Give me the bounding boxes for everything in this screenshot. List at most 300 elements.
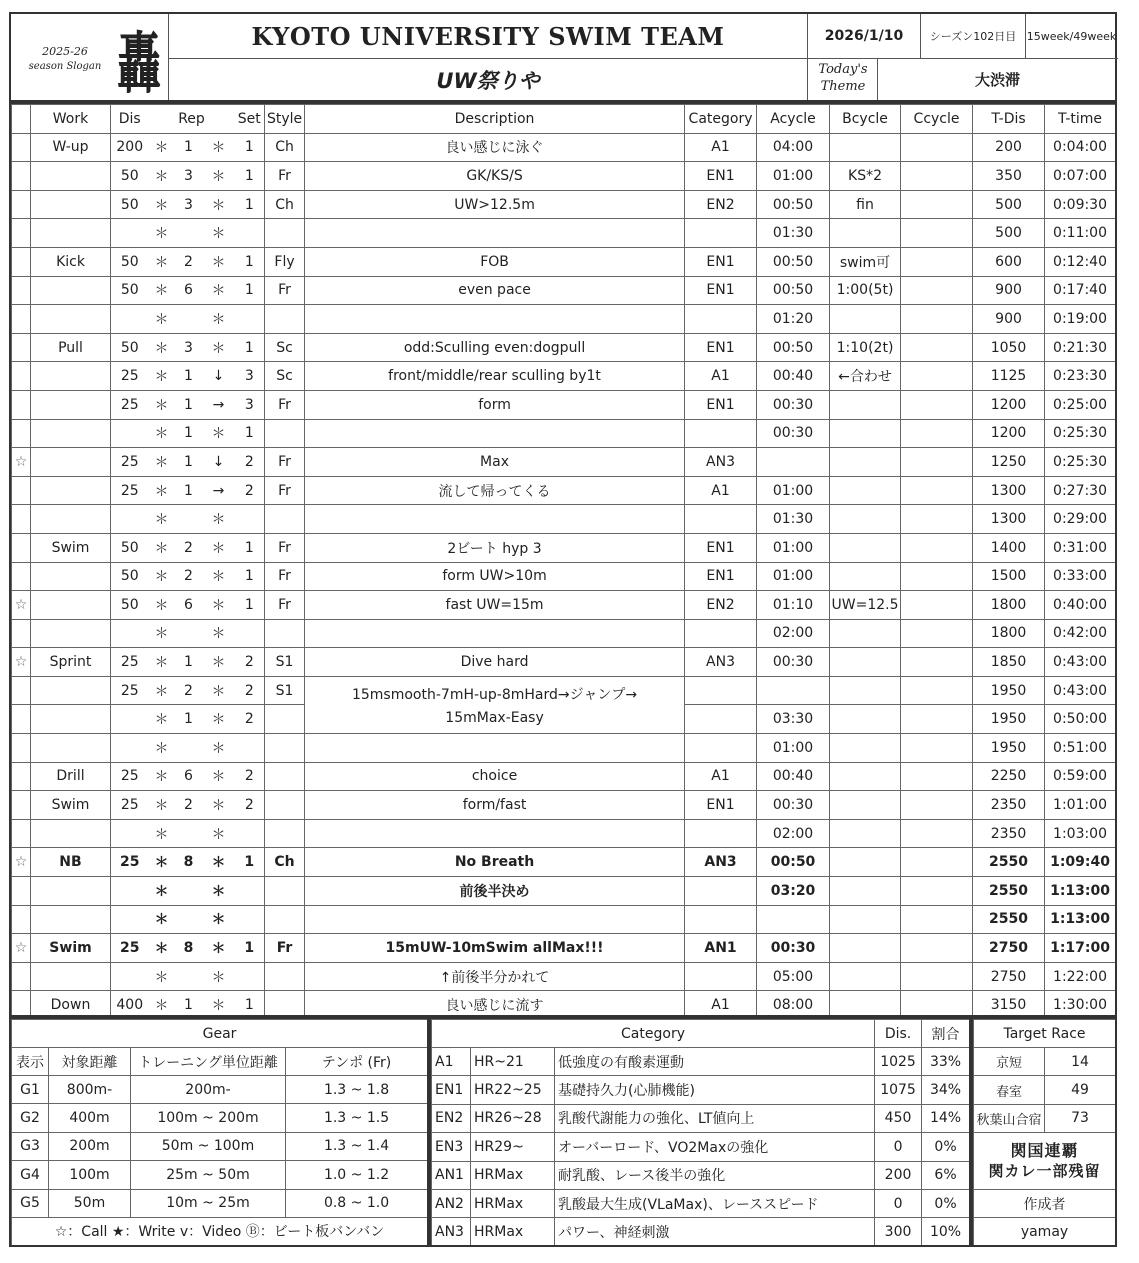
stroke-style <box>265 962 305 991</box>
category-code <box>685 734 757 763</box>
gear-cell: 0.8 ~ 1.0 <box>286 1189 428 1217</box>
total-distance: 500 <box>973 219 1045 248</box>
operator: ＊ <box>203 848 235 877</box>
menu-row <box>12 162 1116 191</box>
star-mark <box>12 505 31 534</box>
menu-row <box>12 333 1116 362</box>
stroke-style <box>265 505 305 534</box>
operator: ＊ <box>203 133 235 162</box>
dis-value: 400 <box>111 991 149 1017</box>
category-cell: 200 <box>875 1161 922 1189</box>
rep-value: 2 <box>175 676 203 705</box>
set-value: 1 <box>235 419 265 448</box>
set-value: 1 <box>235 190 265 219</box>
category-cell: 1025 <box>875 1048 922 1076</box>
gear-row <box>12 1132 428 1160</box>
category-cell: HRMax <box>471 1218 555 1246</box>
category-cell: オーバーロード、VO2Maxの強化 <box>555 1133 875 1161</box>
operator: → <box>203 476 235 505</box>
operator: ＊ <box>149 505 175 534</box>
category-cell: 10% <box>922 1218 970 1246</box>
star-mark <box>12 905 31 934</box>
acycle <box>757 448 830 477</box>
ccycle <box>901 419 973 448</box>
work-label <box>31 905 111 934</box>
operator: ＊ <box>149 276 175 305</box>
stroke-style <box>265 762 305 791</box>
set-value: 2 <box>235 762 265 791</box>
gear-cell: G3 <box>12 1132 49 1160</box>
category-cell: EN3 <box>432 1133 471 1161</box>
set-value: 2 <box>235 705 265 734</box>
work-label <box>31 591 111 620</box>
stroke-style: Fly <box>265 247 305 276</box>
gear-cell: 25m ~ 50m <box>131 1161 286 1189</box>
dis-value <box>111 734 149 763</box>
stroke-style: S1 <box>265 676 305 705</box>
dis-value <box>111 619 149 648</box>
category-code <box>685 419 757 448</box>
star-mark <box>12 791 31 820</box>
col-rep: Rep <box>149 105 235 134</box>
category-code: AN3 <box>685 448 757 477</box>
category-code: EN1 <box>685 162 757 191</box>
dis-value: 50 <box>111 533 149 562</box>
dis-value <box>111 905 149 934</box>
category-code <box>685 305 757 334</box>
target-race-title: Target Race <box>974 1020 1116 1048</box>
rep-value: 2 <box>175 791 203 820</box>
acycle: 01:00 <box>757 476 830 505</box>
operator: ＊ <box>203 791 235 820</box>
menu-row <box>12 819 1116 848</box>
description <box>305 905 685 934</box>
operator: ＊ <box>149 533 175 562</box>
category-code: EN1 <box>685 791 757 820</box>
total-distance: 1300 <box>973 476 1045 505</box>
gear-cell: 1.0 ~ 1.2 <box>286 1161 428 1189</box>
operator: ＊ <box>203 962 235 991</box>
operator: ＊ <box>149 591 175 620</box>
rep-value: 1 <box>175 419 203 448</box>
dis-value <box>111 219 149 248</box>
operator: ＊ <box>203 676 235 705</box>
description: ↑前後半分かれて <box>305 962 685 991</box>
star-mark <box>12 362 31 391</box>
operator: ＊ <box>203 505 235 534</box>
work-label: Swim <box>31 791 111 820</box>
set-value: 2 <box>235 676 265 705</box>
description: even pace <box>305 276 685 305</box>
menu-row <box>12 648 1116 677</box>
operator: ＊ <box>149 762 175 791</box>
work-label <box>31 390 111 419</box>
category-row <box>432 1076 970 1104</box>
category-cell: 0 <box>875 1133 922 1161</box>
stroke-style <box>265 219 305 248</box>
description: 流して帰ってくる <box>305 476 685 505</box>
menu-row <box>12 877 1116 906</box>
acycle: 00:30 <box>757 934 830 963</box>
description <box>305 505 685 534</box>
rep-value <box>175 877 203 906</box>
bcycle <box>830 648 901 677</box>
bcycle <box>830 877 901 906</box>
ccycle <box>901 247 973 276</box>
category-code <box>685 619 757 648</box>
description <box>305 419 685 448</box>
acycle: 01:00 <box>757 533 830 562</box>
total-time: 0:40:00 <box>1045 591 1116 620</box>
bcycle <box>830 991 901 1017</box>
operator: ＊ <box>203 276 235 305</box>
acycle: 00:30 <box>757 791 830 820</box>
star-mark <box>12 962 31 991</box>
gear-section <box>9 1017 429 1247</box>
category-cell: 乳酸最大生成(VLaMax)、レーススピード <box>555 1189 875 1217</box>
set-value <box>235 819 265 848</box>
star-mark <box>12 991 31 1017</box>
ccycle <box>901 619 973 648</box>
bcycle <box>830 505 901 534</box>
category-code: A1 <box>685 362 757 391</box>
menu-row <box>12 190 1116 219</box>
description: GK/KS/S <box>305 162 685 191</box>
category-code <box>685 505 757 534</box>
menu-row <box>12 734 1116 763</box>
date: 2026/1/10 <box>824 28 904 44</box>
ccycle <box>901 819 973 848</box>
description: Max <box>305 448 685 477</box>
bcycle <box>830 676 901 705</box>
dis-value: 50 <box>111 190 149 219</box>
race-days: 49 <box>1045 1076 1116 1104</box>
category-cell: 1075 <box>875 1076 922 1104</box>
operator: ＊ <box>149 791 175 820</box>
stroke-style: Sc <box>265 362 305 391</box>
operator: → <box>203 390 235 419</box>
ccycle <box>901 190 973 219</box>
dis-value <box>111 505 149 534</box>
set-value <box>235 734 265 763</box>
dis-value <box>111 877 149 906</box>
target-race-row <box>974 1048 1116 1076</box>
dis-value: 25 <box>111 676 149 705</box>
stroke-style: Fr <box>265 533 305 562</box>
bcycle: ←合わせ <box>830 362 901 391</box>
bcycle: 1:00(5t) <box>830 276 901 305</box>
bcycle <box>830 533 901 562</box>
description: Dive hard <box>305 648 685 677</box>
gear-row <box>12 1076 428 1104</box>
dis-value: 25 <box>111 390 149 419</box>
star-mark <box>12 390 31 419</box>
dis-value: 25 <box>111 476 149 505</box>
total-distance: 1400 <box>973 533 1045 562</box>
menu-row <box>12 791 1116 820</box>
rep-value: 3 <box>175 333 203 362</box>
operator: ＊ <box>203 762 235 791</box>
rep-value: 8 <box>175 934 203 963</box>
category-cell: 450 <box>875 1104 922 1132</box>
category-section <box>429 1017 971 1247</box>
operator: ＊ <box>203 934 235 963</box>
gear-title: Gear <box>12 1020 428 1048</box>
rep-value: 1 <box>175 705 203 734</box>
description: fast UW=15m <box>305 591 685 620</box>
target-race-table <box>973 1019 1116 1246</box>
acycle: 00:30 <box>757 419 830 448</box>
total-time: 0:04:00 <box>1045 133 1116 162</box>
operator: ＊ <box>203 591 235 620</box>
acycle: 01:20 <box>757 305 830 334</box>
total-time: 1:17:00 <box>1045 934 1116 963</box>
operator: ＊ <box>203 819 235 848</box>
total-distance: 1800 <box>973 591 1045 620</box>
ccycle <box>901 305 973 334</box>
rep-value: 2 <box>175 533 203 562</box>
acycle: 01:30 <box>757 505 830 534</box>
total-time: 0:25:30 <box>1045 448 1116 477</box>
bcycle <box>830 705 901 734</box>
race-days: 14 <box>1045 1048 1116 1076</box>
star-mark: ☆ <box>12 848 31 877</box>
operator: ＊ <box>149 247 175 276</box>
set-value <box>235 877 265 906</box>
operator: ↓ <box>203 448 235 477</box>
bcycle <box>830 133 901 162</box>
work-label: Drill <box>31 762 111 791</box>
gear-cell: 50m <box>49 1189 131 1217</box>
slogan-block <box>11 14 117 100</box>
star-mark <box>12 877 31 906</box>
category-cell: HRMax <box>471 1161 555 1189</box>
acycle: 00:30 <box>757 390 830 419</box>
category-code <box>685 905 757 934</box>
operator: ＊ <box>149 476 175 505</box>
set-value: 3 <box>235 390 265 419</box>
today-theme: UW祭りや <box>436 68 540 93</box>
menu-row <box>12 219 1116 248</box>
set-value: 1 <box>235 848 265 877</box>
dis-value: 50 <box>111 333 149 362</box>
operator: ＊ <box>149 419 175 448</box>
work-label <box>31 676 111 705</box>
stroke-style: Ch <box>265 190 305 219</box>
set-value <box>235 619 265 648</box>
menu-row <box>12 591 1116 620</box>
gear-cell: 50m ~ 100m <box>131 1132 286 1160</box>
category-code: A1 <box>685 991 757 1017</box>
bcycle <box>830 419 901 448</box>
set-value: 3 <box>235 362 265 391</box>
description: front/middle/rear sculling by1t <box>305 362 685 391</box>
total-distance: 500 <box>973 190 1045 219</box>
ccycle <box>901 676 973 705</box>
work-label: Down <box>31 991 111 1017</box>
status-text: 大渋滞 <box>974 71 1020 89</box>
total-time: 0:42:00 <box>1045 619 1116 648</box>
work-label <box>31 305 111 334</box>
rep-value <box>175 505 203 534</box>
star-mark <box>12 734 31 763</box>
operator: ＊ <box>203 162 235 191</box>
work-label <box>31 448 111 477</box>
work-label: Sprint <box>31 648 111 677</box>
category-cell: パワー、神経刺激 <box>555 1218 875 1246</box>
total-distance: 600 <box>973 247 1045 276</box>
gear-cell: G5 <box>12 1189 49 1217</box>
star-mark <box>12 762 31 791</box>
menu-row <box>12 362 1116 391</box>
operator: ＊ <box>203 419 235 448</box>
total-distance: 2350 <box>973 791 1045 820</box>
category-code: AN3 <box>685 848 757 877</box>
col-category: Category <box>685 105 757 134</box>
acycle: 02:00 <box>757 819 830 848</box>
col-work: Work <box>31 105 111 134</box>
gear-cell: 1.3 ~ 1.8 <box>286 1076 428 1104</box>
menu-row <box>12 562 1116 591</box>
category-cell: 0% <box>922 1133 970 1161</box>
acycle: 00:50 <box>757 247 830 276</box>
total-distance: 2550 <box>973 905 1045 934</box>
race-name: 春室 <box>974 1076 1045 1104</box>
operator: ＊ <box>149 934 175 963</box>
total-distance: 2750 <box>973 962 1045 991</box>
stroke-style: Sc <box>265 333 305 362</box>
work-label <box>31 276 111 305</box>
category-cell: 33% <box>922 1048 970 1076</box>
operator: ＊ <box>203 991 235 1017</box>
ccycle <box>901 476 973 505</box>
menu-row <box>12 276 1116 305</box>
ccycle <box>901 390 973 419</box>
ccycle <box>901 362 973 391</box>
header <box>9 12 1117 102</box>
total-distance: 1950 <box>973 734 1045 763</box>
stroke-style <box>265 305 305 334</box>
bcycle <box>830 819 901 848</box>
category-code: AN3 <box>685 648 757 677</box>
work-label <box>31 877 111 906</box>
operator: ＊ <box>203 905 235 934</box>
star-mark <box>12 819 31 848</box>
description: UW>12.5m <box>305 190 685 219</box>
target-race-row <box>974 1076 1116 1104</box>
category-row <box>432 1189 970 1217</box>
operator: ＊ <box>203 190 235 219</box>
stroke-style <box>265 419 305 448</box>
operator: ＊ <box>149 219 175 248</box>
operator: ＊ <box>203 619 235 648</box>
star-mark <box>12 419 31 448</box>
category-cell: HR22~25 <box>471 1076 555 1104</box>
total-distance: 2550 <box>973 877 1045 906</box>
work-label <box>31 962 111 991</box>
col-dis: Dis <box>111 105 149 134</box>
total-time: 0:25:00 <box>1045 390 1116 419</box>
acycle: 00:30 <box>757 648 830 677</box>
rep-value: 1 <box>175 476 203 505</box>
category-cell: 34% <box>922 1076 970 1104</box>
description: form/fast <box>305 791 685 820</box>
category-code: EN1 <box>685 390 757 419</box>
rep-value: 1 <box>175 991 203 1017</box>
menu-row <box>12 533 1116 562</box>
total-distance: 200 <box>973 133 1045 162</box>
set-value: 1 <box>235 591 265 620</box>
star-mark <box>12 219 31 248</box>
category-code: EN1 <box>685 333 757 362</box>
bcycle <box>830 962 901 991</box>
operator: ＊ <box>203 705 235 734</box>
operator: ＊ <box>149 676 175 705</box>
total-time: 0:09:30 <box>1045 190 1116 219</box>
operator: ＊ <box>203 333 235 362</box>
total-time: 0:43:00 <box>1045 676 1116 705</box>
total-distance: 3150 <box>973 991 1045 1017</box>
menu-table-frame <box>9 102 1117 1017</box>
slogan-calligraphy-logo: 轟 <box>117 26 161 103</box>
ccycle <box>901 591 973 620</box>
stroke-style: Fr <box>265 448 305 477</box>
ccycle <box>901 791 973 820</box>
dis-value: 50 <box>111 247 149 276</box>
col-bcycle: Bcycle <box>830 105 901 134</box>
operator: ＊ <box>203 219 235 248</box>
bcycle <box>830 476 901 505</box>
category-code <box>685 705 757 734</box>
dis-value: 25 <box>111 448 149 477</box>
operator: ＊ <box>203 734 235 763</box>
category-row <box>432 1104 970 1132</box>
ccycle <box>901 877 973 906</box>
star-mark <box>12 333 31 362</box>
star-mark <box>12 247 31 276</box>
set-value <box>235 905 265 934</box>
work-label <box>31 619 111 648</box>
description <box>305 734 685 763</box>
acycle: 00:50 <box>757 333 830 362</box>
star-mark <box>12 276 31 305</box>
total-distance: 1300 <box>973 505 1045 534</box>
rep-value <box>175 305 203 334</box>
operator: ＊ <box>149 133 175 162</box>
description <box>305 819 685 848</box>
operator: ＊ <box>149 648 175 677</box>
bcycle <box>830 390 901 419</box>
description: form <box>305 390 685 419</box>
description <box>305 305 685 334</box>
menu-row <box>12 505 1116 534</box>
total-time: 1:09:40 <box>1045 848 1116 877</box>
dis-value <box>111 819 149 848</box>
dis-value <box>111 305 149 334</box>
gear-header: 対象距離 <box>49 1048 131 1076</box>
stroke-style <box>265 791 305 820</box>
category-cell: 低強度の有酸素運動 <box>555 1048 875 1076</box>
total-time: 0:12:40 <box>1045 247 1116 276</box>
description: 良い感じに泳ぐ <box>305 133 685 162</box>
stroke-style: Fr <box>265 276 305 305</box>
acycle: 03:30 <box>757 705 830 734</box>
description: No Breath <box>305 848 685 877</box>
category-row <box>432 1133 970 1161</box>
category-cell: A1 <box>432 1048 471 1076</box>
rep-value: 8 <box>175 848 203 877</box>
col-description: Description <box>305 105 685 134</box>
